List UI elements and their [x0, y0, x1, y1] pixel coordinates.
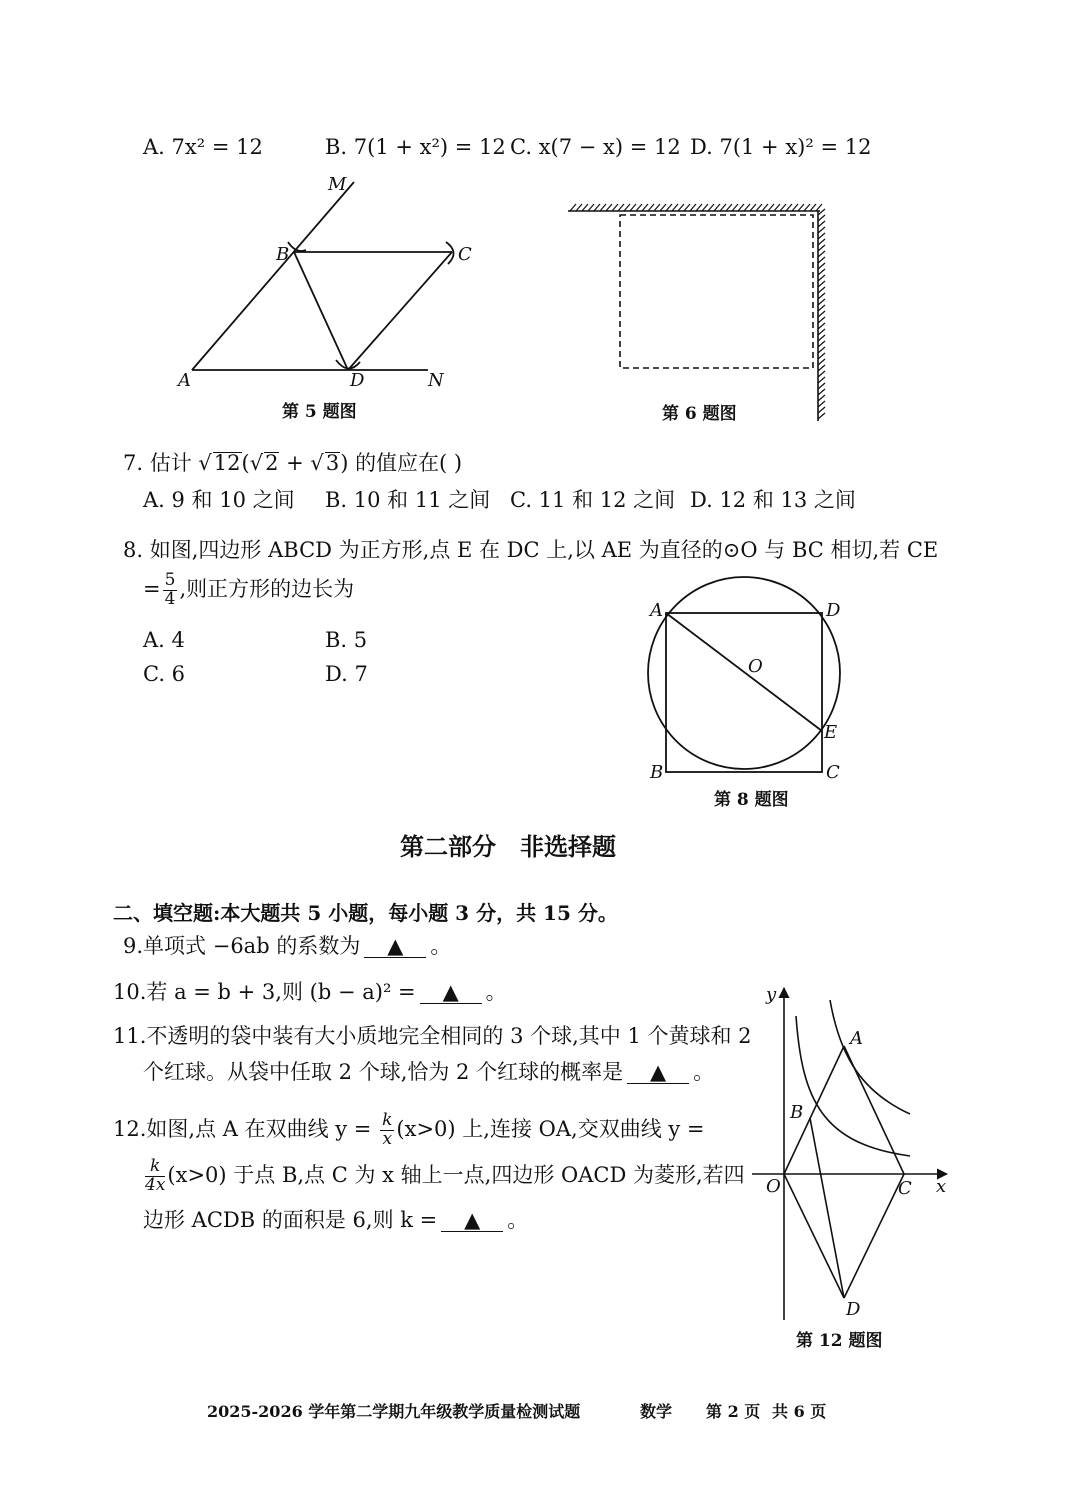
fig6-hatch-mark: [818, 377, 825, 383]
fig5-line-am: [192, 182, 354, 370]
section2-header: 二、填空题:本大题共 5 小题，每小题 3 分，共 15 分。: [113, 901, 618, 925]
fig6-hatch-mark: [624, 204, 630, 211]
fig5-label-d: D: [350, 370, 365, 391]
fig6-hatch-mark: [720, 204, 726, 211]
fig6-hatch-mark: [818, 359, 825, 365]
figure-6: [560, 195, 835, 425]
fig6-hatch-mark: [732, 204, 738, 211]
figure-5: [170, 170, 470, 395]
fig6-hatch-mark: [600, 204, 606, 211]
fig6-hatch-mark: [690, 204, 696, 211]
q12-line3: 边形 ACDB 的面积是 6,则 k = ▲ 。: [143, 1208, 529, 1232]
fig5-label-c: C: [458, 244, 472, 265]
fig6-hatch-mark: [756, 204, 762, 211]
fig5-label-a: A: [178, 370, 191, 391]
fig6-hatch-mark: [818, 335, 825, 341]
fig6-hatch-mark: [818, 215, 825, 221]
fig6-hatch-mark: [818, 365, 825, 371]
q6-option-a: A. 7x² = 12: [143, 135, 263, 159]
fig6-hatch-mark: [818, 317, 825, 323]
fig6-hatch-mark: [648, 204, 654, 211]
fig6-hatch-mark: [818, 233, 825, 239]
fig6-hatch-mark: [818, 371, 825, 377]
q8-stem-line2: = $\frac{5}{4}$ ,则正方形的边长为: [143, 570, 355, 609]
fig6-hatch-mark: [762, 204, 768, 211]
fig6-hatch-mark: [744, 204, 750, 211]
fig6-hatch-mark: [594, 204, 600, 211]
q6-option-d: D. 7(1 + x)² = 12: [690, 135, 872, 159]
footer-page: 第 2 页: [706, 1402, 761, 1421]
fig8-label-b: B: [650, 762, 664, 783]
fig6-hatch-mark: [818, 227, 825, 233]
fig6-hatch-mark: [818, 353, 825, 359]
fig6-hatch-mark: [818, 395, 825, 401]
fig6-hatch-mark: [818, 209, 825, 215]
fig6-hatch-mark: [818, 311, 825, 317]
fig8-label-e: E: [824, 722, 838, 743]
fig6-hatch-mark: [818, 383, 825, 389]
fig6-hatch-mark: [684, 204, 690, 211]
fig8-label-a: A: [650, 600, 663, 621]
fig6-hatch-mark: [678, 204, 684, 211]
fig6-hatch-mark: [708, 204, 714, 211]
fig6-hatch-mark: [606, 204, 612, 211]
fig6-hatch-mark: [714, 204, 720, 211]
fig5-label-b: B: [276, 244, 290, 265]
q8-option-d: D. 7: [325, 662, 368, 686]
q7-option-a: A. 9 和 10 之间: [143, 488, 295, 512]
fig12-curve-k-over-x: [830, 1000, 910, 1114]
fig6-hatch-mark: [672, 204, 678, 211]
q6-option-c: C. x(7 − x) = 12: [510, 135, 681, 159]
fig5-label-m: M: [328, 174, 347, 195]
fig5-line-cd: [348, 252, 452, 370]
fig6-hatch-mark: [818, 251, 825, 257]
fig6-hatch-mark: [576, 204, 582, 211]
fig6-hatch-mark: [780, 204, 786, 211]
q11-answer-blank[interactable]: ▲: [627, 1062, 689, 1084]
fig6-hatch-mark: [774, 204, 780, 211]
fig6-dashed-rect: [620, 215, 813, 368]
fig6-hatch-mark: [810, 204, 816, 211]
fig6-hatch-mark: [818, 401, 825, 407]
fig6-hatch-mark: [818, 263, 825, 269]
fig6-hatch-mark: [818, 341, 825, 347]
fig6-hatch-mark: [618, 204, 624, 211]
q10-answer-blank[interactable]: ▲: [420, 982, 482, 1004]
fig12-label-y: y: [766, 984, 777, 1005]
fig6-hatch-mark: [818, 287, 825, 293]
fig6-hatch-mark: [818, 239, 825, 245]
q9: 9.单项式 −6ab 的系数为 ▲ 。: [123, 934, 452, 958]
q7-option-c: C. 11 和 12 之间: [510, 488, 676, 512]
fig12-segment-cd: [844, 1174, 904, 1298]
fig8-label-c: C: [826, 762, 840, 783]
figure-8: [640, 568, 850, 788]
fig5-line-bd: [294, 252, 348, 370]
fig6-hatch-mark: [654, 204, 660, 211]
fig6-caption: 第 6 题图: [662, 404, 737, 424]
footer-title: 2025-2026 学年第二学期九年级教学质量检测试题: [207, 1402, 581, 1421]
q10: 10.若 a = b + 3,则 (b − a)² = ▲ 。: [113, 980, 507, 1004]
q11-line1: 11.不透明的袋中装有大小质地完全相同的 3 个球,其中 1 个黄球和 2: [113, 1024, 752, 1048]
fig6-hatch-mark: [818, 389, 825, 395]
fig12-segment-od: [784, 1174, 844, 1298]
fig12-label-a: A: [850, 1028, 863, 1049]
fig6-hatch-mark: [818, 245, 825, 251]
fig12-segment-ac: [844, 1046, 904, 1174]
fig6-hatch-mark: [666, 204, 672, 211]
fig5-arc-b: [288, 242, 306, 251]
q12-fraction-2: $\frac{k}{4x}$: [145, 1156, 166, 1195]
fig6-hatch-mark: [642, 204, 648, 211]
fig12-segment-bd: [810, 1118, 844, 1298]
fig6-hatch-mark: [792, 204, 798, 211]
q12-fraction-1: $\frac{k}{x}$: [382, 1110, 393, 1149]
fig6-hatch: [570, 204, 825, 419]
fig6-hatch-mark: [818, 269, 825, 275]
q8-option-a: A. 4: [143, 628, 185, 652]
fig6-hatch-mark: [818, 413, 825, 419]
fig12-label-c: C: [898, 1178, 912, 1199]
fig6-hatch-mark: [818, 293, 825, 299]
fig6-hatch-mark: [816, 204, 822, 211]
fig6-hatch-mark: [636, 204, 642, 211]
part2-title: 第二部分 非选择题: [400, 832, 616, 861]
fig6-hatch-mark: [582, 204, 588, 211]
q7-option-d: D. 12 和 13 之间: [690, 488, 856, 512]
fig12-label-x: x: [936, 1176, 947, 1197]
q12-answer-blank[interactable]: ▲: [441, 1210, 503, 1232]
fig8-square: [666, 613, 822, 772]
q6-option-b: B. 7(1 + x²) = 12: [325, 135, 506, 159]
fig8-diameter-ae: [666, 613, 822, 731]
fig6-hatch-mark: [702, 204, 708, 211]
q8-option-b: B. 5: [325, 628, 368, 652]
fig6-hatch-mark: [818, 257, 825, 263]
q7-option-b: B. 10 和 11 之间: [325, 488, 491, 512]
fig8-caption: 第 8 题图: [714, 790, 789, 810]
fig6-hatch-mark: [818, 221, 825, 227]
q8-fraction: $\frac{5}{4}$: [164, 570, 176, 609]
fig6-hatch-mark: [750, 204, 756, 211]
fig6-hatch-mark: [570, 204, 576, 211]
fig12-label-d: D: [846, 1299, 861, 1320]
fig6-hatch-mark: [726, 204, 732, 211]
fig6-hatch-mark: [660, 204, 666, 211]
fig6-hatch-mark: [818, 275, 825, 281]
fig6-hatch-mark: [786, 204, 792, 211]
fig6-hatch-mark: [798, 204, 804, 211]
fig6-hatch-mark: [818, 329, 825, 335]
figure-12: [752, 982, 952, 1327]
q8-option-c: C. 6: [143, 662, 186, 686]
q12-line1: 12.如图,点 A 在双曲线 y = $\frac{k}{x}$ (x>0) 上,连接 OA,交双曲线 y =: [113, 1110, 705, 1149]
fig5-label-n: N: [428, 370, 444, 391]
footer-total: 共 6 页: [772, 1402, 827, 1421]
q7-stem: 7. 估计 √12(√2 + √3) 的值应在( ): [123, 451, 463, 475]
fig12-label-b: B: [790, 1102, 804, 1123]
q9-answer-blank[interactable]: ▲: [364, 936, 426, 958]
fig6-hatch-mark: [612, 204, 618, 211]
fig6-hatch-mark: [818, 407, 825, 413]
fig6-hatch-mark: [818, 347, 825, 353]
fig12-label-o: O: [766, 1176, 781, 1197]
fig6-hatch-mark: [818, 299, 825, 305]
fig6-hatch-mark: [818, 281, 825, 287]
fig5-caption: 第 5 题图: [282, 402, 357, 422]
fig6-hatch-mark: [588, 204, 594, 211]
fig6-hatch-mark: [738, 204, 744, 211]
fig12-caption: 第 12 题图: [796, 1331, 883, 1351]
fig6-hatch-mark: [804, 204, 810, 211]
fig8-label-d: D: [826, 600, 841, 621]
fig6-hatch-mark: [818, 323, 825, 329]
fig6-hatch-mark: [630, 204, 636, 211]
q12-line2: $\frac{k}{4x}$ (x>0) 于点 B,点 C 为 x 轴上一点,四边形 OACD 为菱形,若四: [145, 1156, 745, 1195]
footer-subject: 数学: [640, 1402, 673, 1421]
fig8-label-o: O: [748, 656, 763, 677]
q11-line2: 个红球。从袋中任取 2 个球,恰为 2 个红球的概率是 ▲ 。: [143, 1060, 715, 1084]
q8-stem-line1: 8. 如图,四边形 ABCD 为正方形,点 E 在 DC 上,以 AE 为直径的⊙O 与 BC 相切,若 CE: [123, 538, 939, 562]
fig6-hatch-mark: [818, 305, 825, 311]
fig6-hatch-mark: [768, 204, 774, 211]
fig5-arc-c: [446, 242, 454, 264]
fig6-hatch-mark: [696, 204, 702, 211]
